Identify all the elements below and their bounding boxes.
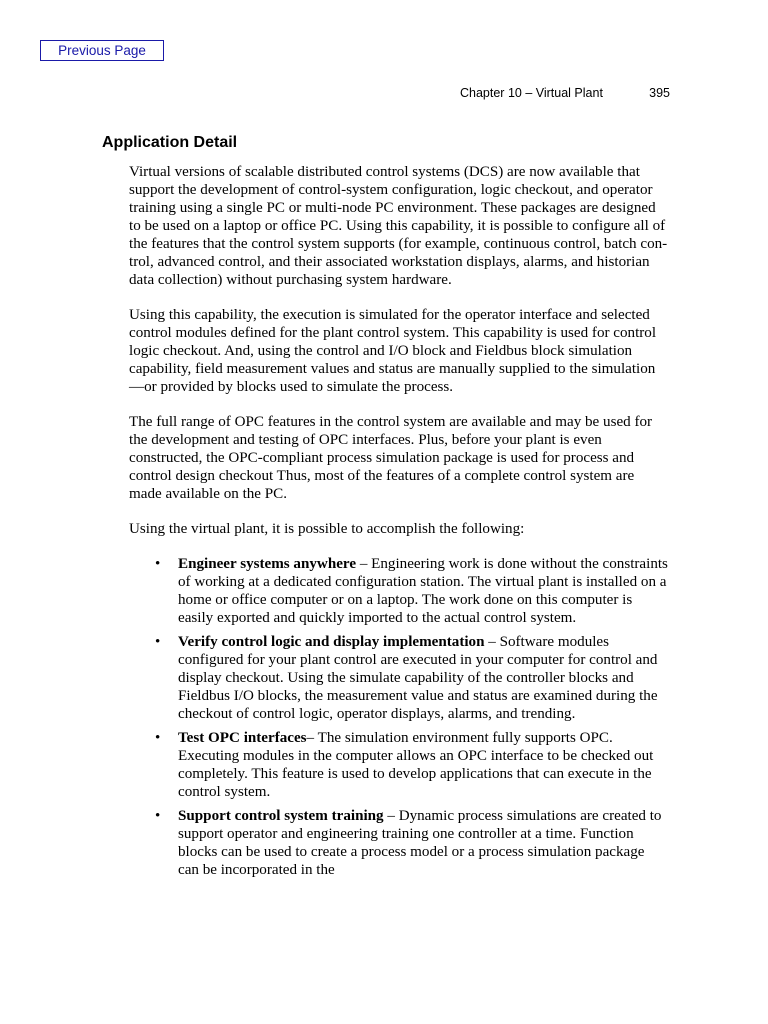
item-lead: Verify control logic and display implementation <box>178 634 485 650</box>
paragraph: Virtual versions of scalable distributed control systems (DCS) are now available that support the development of control-system configuration, logic checkout, and operator training using a single PC or multi-node PC environment. These packages are designed to be used on a laptop or office PC. Using this capability, it is possible to configure all of the features that the control system supports (for example, continuous control, batch con-trol, advanced control, and their associated workstation displays, alarms, and historian data collection) without purchasing system hardware. <box>129 164 668 288</box>
item-separator: – <box>484 634 500 650</box>
item-lead: Test OPC interfaces <box>178 730 307 746</box>
item-separator: – <box>383 808 399 824</box>
list-item <box>129 807 669 879</box>
chapter-title: Chapter 10 – Virtual Plant <box>460 86 603 100</box>
page-number: 395 <box>649 86 670 100</box>
list-item <box>129 555 669 627</box>
list-item <box>129 729 669 801</box>
item-text: Software modules configured for your plant control are executed in your computer for control and display checkout. Using the simulate capability of the controller blocks and Fieldbus I/O blocks, the measurement value and status are examined during the checkout of control logic, operator displays, alarms, and trending. <box>178 634 658 722</box>
bullet-icon: • <box>155 634 161 650</box>
item-text: Engineering work is done without the constraints of working at a dedicated configuration station. The virtual plant is installed on a home or office computer or on a laptop. The work done on this computer is easily exported and quickly imported to the actual control system. <box>178 556 668 626</box>
item-separator: – <box>306 730 318 746</box>
item-lead: Engineer systems anywhere <box>178 556 357 572</box>
paragraph: Using this capability, the execution is simulated for the operator interface and selected control modules defined for the plant control system. This capability is used for control logic checkout. And, using the control and I/O block and Fieldbus block simulation capability, field measurement values and status are manually supplied to the simulation—or provided by blocks used to simulate the process. <box>129 307 657 395</box>
bullet-list <box>129 555 669 879</box>
item-lead: Support control system training <box>178 808 384 824</box>
item-text: Dynamic process simulations are created to support operator and engineering training one controller at a time. Function blocks can be used to create a process model or a process simulation package can be incorporated in the <box>178 808 662 878</box>
list-item <box>129 633 669 723</box>
paragraph: The full range of OPC features in the control system are available and may be used for the development and testing of OPC interfaces. Plus, before your plant is even constructed, the OPC-compliant process simulation package is used for process and control design checkout Thus, most of the features of a complete control system are made available on the PC. <box>129 414 653 502</box>
bullet-icon: • <box>155 808 161 824</box>
bullet-icon: • <box>155 556 161 572</box>
item-text: The simulation environment fully supports OPC. Executing modules in the computer allows an OPC interface to be checked out completely. This feature is used to develop applications that can execute in the control system. <box>178 730 654 800</box>
section-title: Application Detail <box>102 134 238 151</box>
paragraph: Using the virtual plant, it is possible to accomplish the following: <box>129 521 525 537</box>
bullet-icon: • <box>155 730 161 746</box>
item-separator: – <box>356 556 372 572</box>
previous-page-button[interactable]: Previous Page <box>40 40 164 61</box>
body-text <box>129 163 669 885</box>
